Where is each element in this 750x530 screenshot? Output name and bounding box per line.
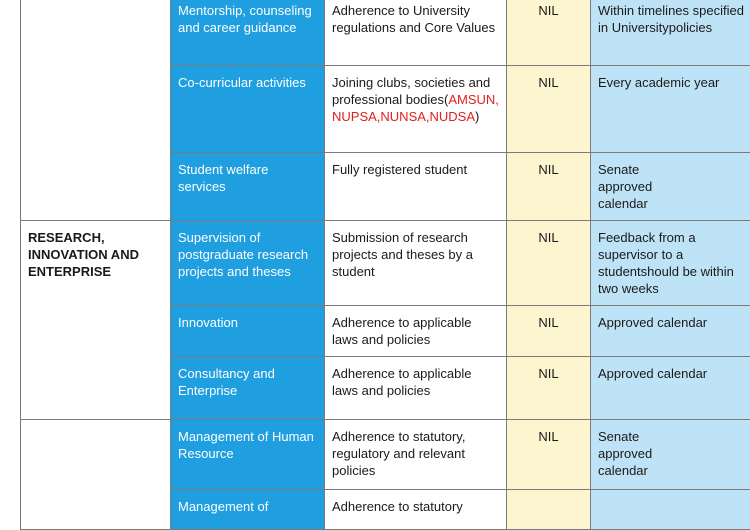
timeline-cell [591,490,750,530]
charges-cell: NIL [507,0,591,66]
area-cell [21,420,171,530]
service-cell: Management of Human Resource [171,420,325,490]
requirement-cell: Adherence to applicable laws and policies [325,306,507,357]
requirement-cell [325,66,507,153]
timeline-cell: Every academic year [591,66,750,153]
charges-cell [507,490,591,530]
requirement-cell: Adherence to University regulations and Core Values [325,0,507,66]
service-cell: Supervision of postgraduate research projects and theses [171,221,325,306]
requirement-cell: Adherence to statutory [325,490,507,530]
requirement-cell: Adherence to statutory, regulatory and relevant policies [325,420,507,490]
area-research [21,221,171,420]
requirement-highlight: AMSUN,NUPSA,NUNSA,NUDSA [332,92,499,124]
service-cell: Management of [171,490,325,530]
charges-cell: NIL [507,221,591,306]
timeline-cell: Feedback from a supervisor to a studentshould be within two weeks [591,221,750,306]
requirement-text: Joining clubs, societies and professional bodies( [332,75,490,107]
service-cell: Consultancy and Enterprise [171,357,325,420]
charges-cell: NIL [507,66,591,153]
timeline-cell [591,420,750,490]
table-row [21,0,750,66]
table-row [21,420,750,490]
requirement-text-end: ) [475,109,479,124]
charges-cell: NIL [507,306,591,357]
charges-cell: NIL [507,357,591,420]
table-row [21,221,750,306]
area-label: RESEARCH, INNOVATION AND ENTERPRISE [28,229,163,280]
timeline-cell: Approved calendar [591,306,750,357]
charges-cell: NIL [507,153,591,221]
service-cell: Student welfare services [171,153,325,221]
service-cell: Innovation [171,306,325,357]
requirement-cell: Submission of research projects and theses by a student [325,221,507,306]
charges-cell: NIL [507,420,591,490]
area-student-affairs [21,0,171,221]
requirement-cell: Fully registered student [325,153,507,221]
service-cell: Co-curricular activities [171,66,325,153]
service-charter-table [20,0,750,530]
service-cell: Mentorship, counseling and career guidance [171,0,325,66]
timeline-text: Senate approved calendar [598,161,678,212]
timeline-text: Senate approved calendar [598,428,678,479]
timeline-cell: Within timelines specified in Universitypolicies [591,0,750,66]
requirement-cell: Adherence to applicable laws and policies [325,357,507,420]
timeline-cell [591,153,750,221]
timeline-cell: Approved calendar [591,357,750,420]
